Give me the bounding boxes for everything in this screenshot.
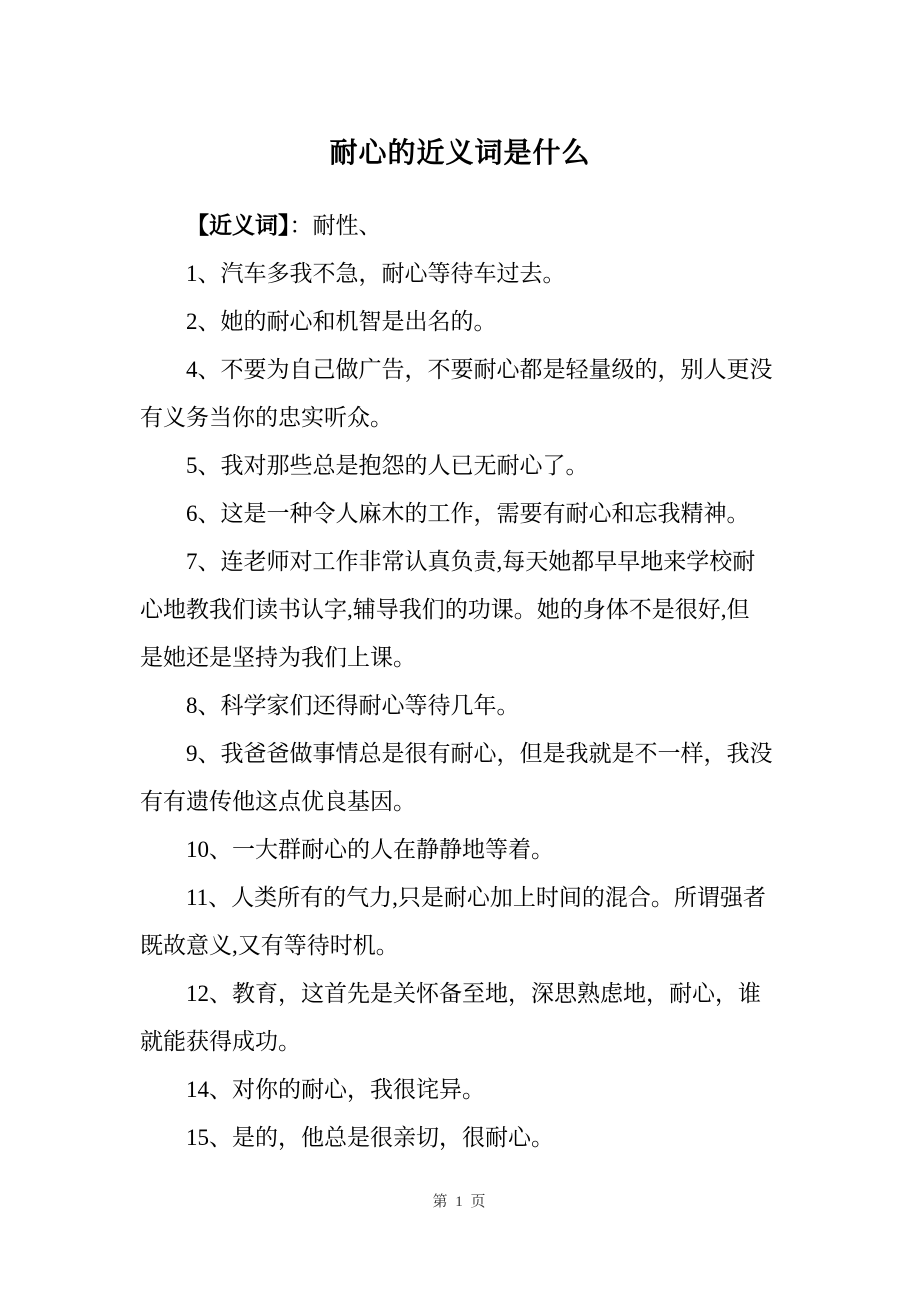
sentence-line-5: 5、我对那些总是抱怨的人已无耐心了。 <box>186 453 589 478</box>
sentence-line-6: 6、这是一种令人麻木的工作，需要有耐心和忘我精神。 <box>186 501 750 526</box>
sentence-line-9a: 9、我爸爸做事情总是很有耐心，但是我就是不一样，我没 <box>186 741 773 766</box>
page-title: 耐心的近义词是什么 <box>329 137 591 168</box>
synonym-value: ：耐性、 <box>289 213 382 238</box>
sentence-line-11b: 既故意义,又有等待时机。 <box>140 933 399 958</box>
sentence-line-7a: 7、连老师对工作非常认真负责,每天她都早早地来学校耐 <box>186 549 756 574</box>
intro-line <box>140 202 785 250</box>
sentence-line-4a: 4、不要为自己做广告，不要耐心都是轻量级的，别人更没 <box>186 357 773 382</box>
sentence-line-10: 10、一大群耐心的人在静静地等着。 <box>186 837 554 862</box>
sentence-line-7c: 是她还是坚持为我们上课。 <box>140 645 416 670</box>
sentence-line-8: 8、科学家们还得耐心等待几年。 <box>186 693 520 718</box>
synonym-label: 【近义词】 <box>186 213 290 238</box>
sentence-line-12b: 就能获得成功。 <box>140 1029 301 1054</box>
sentence-line-7b: 心地教我们读书认字,辅导我们的功课。她的身体不是很好,但 <box>140 597 750 622</box>
sentence-line-9b: 有有遗传他这点优良基因。 <box>140 789 416 814</box>
sentence-line-12a: 12、教育，这首先是关怀备至地，深思熟虑地，耐心，谁 <box>186 981 761 1006</box>
sentence-line-1: 1、汽车多我不急，耐心等待车过去。 <box>186 261 566 286</box>
sentence-line-15: 15、是的，他总是很亲切，很耐心。 <box>186 1125 554 1150</box>
sentence-line-11a: 11、人类所有的气力,只是耐心加上时间的混合。所谓强者 <box>186 885 766 910</box>
sentence-line-4b: 有义务当你的忠实听众。 <box>140 405 393 430</box>
page-number-footer: 第 1 页 <box>432 1194 488 1210</box>
document-body <box>140 202 785 1162</box>
sentence-line-14: 14、对你的耐心，我很诧异。 <box>186 1077 485 1102</box>
sentence-line-2: 2、她的耐心和机智是出名的。 <box>186 309 497 334</box>
